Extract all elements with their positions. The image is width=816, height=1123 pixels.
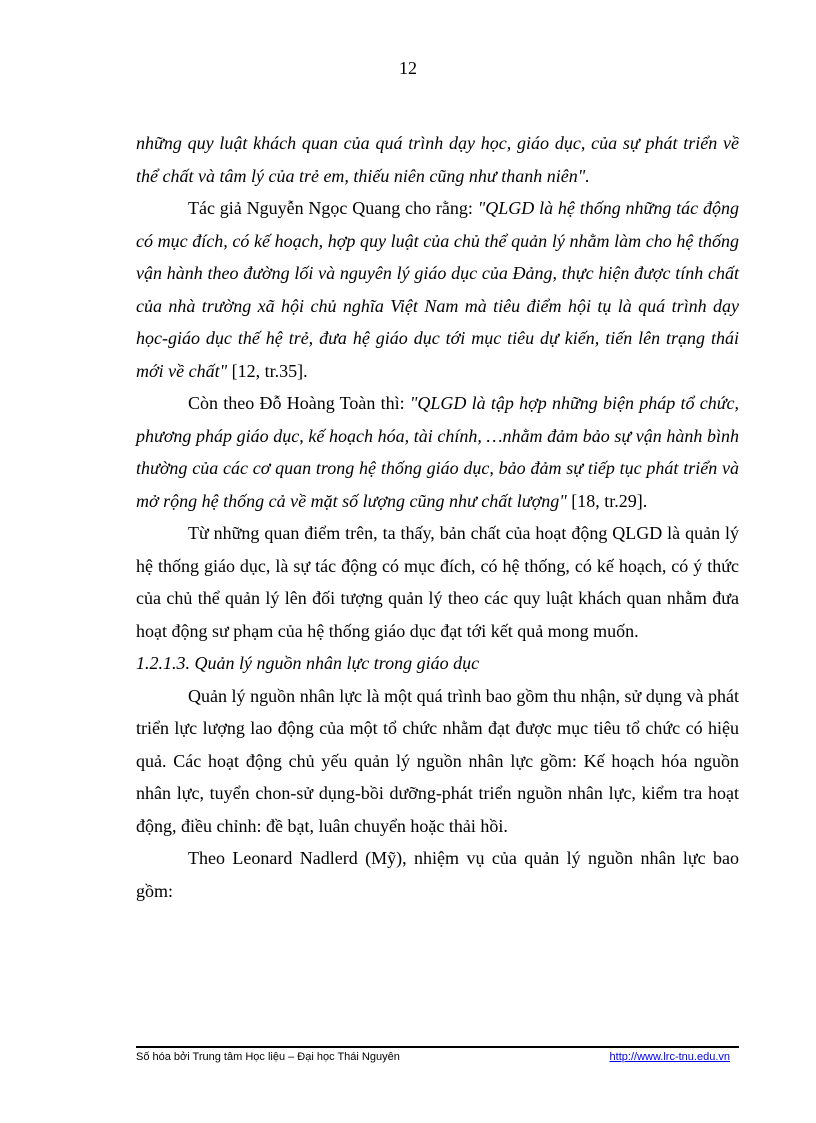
paragraph-intro-text: Tác giả Nguyễn Ngọc Quang cho rằng: [188, 198, 478, 218]
section-heading: 1.2.1.3. Quản lý nguồn nhân lực trong giáo dục [136, 653, 480, 673]
quote-text: "QLGD là tập hợp những biện pháp tổ chức, phương pháp giáo dục, kế hoạch hóa, tài chính, …nhằm đảm bảo sự vận hành bình thường của các cơ quan trong hệ thống giáo dục, bảo đảm sự tiếp tục phát triển và mở rộng hệ thống cả về mặt số lượng cũng như chất lượng" [136, 393, 740, 511]
paragraph-summary: Từ những quan điểm trên, ta thấy, bản chất của hoạt động QLGD là quản lý hệ thống giáo dục, là sự tác động có mục đích, có hệ thống, có kế hoạch, có ý thức của chủ thể quản lý lên đối tượng quản lý theo các quy luật khách quan nhằm đưa hoạt động sư phạm của hệ thống giáo dục đạt tới kết quả mong muốn. [136, 523, 739, 641]
footer-credit: Số hóa bởi Trung tâm Học liệu – Đại học Thái Nguyên [136, 1051, 400, 1063]
paragraph-intro-text: Còn theo Đỗ Hoàng Toàn thì: [188, 393, 410, 413]
page-number: 12 [399, 58, 417, 78]
paragraph-do-hoang-toan [136, 387, 739, 517]
paragraph-quote-continuation: những quy luật khách quan của quá trình dạy học, giáo dục, của sự phát triển về thể chất và tâm lý của trẻ em, thiếu niên cũng như thanh niên". [136, 133, 739, 186]
citation: [12, tr.35]. [227, 360, 308, 381]
paragraph-leonard-nadlerd: Theo Leonard Nadlerd (Mỹ), nhiệm vụ của quản lý nguồn nhân lực bao gồm: [136, 848, 739, 901]
paragraph-hr-management: Quản lý nguồn nhân lực là một quá trình bao gồm thu nhận, sử dụng và phát triển lực lượng lao động của một tổ chức nhằm đạt được mục tiêu tổ chức có hiệu quả. Các hoạt động chủ yếu quản lý nguồn nhân lực gồm: Kế hoạch hóa nguồn nhân lực, tuyển chon-sử dụng-bồi dưỡng-phát triển nguồn nhân lực, kiểm tra hoạt động, điều chỉnh: đề bạt, luân chuyển hoặc thải hồi. [136, 685, 739, 836]
paragraph-nguyen-ngoc-quang [136, 192, 739, 387]
footer-divider [136, 1046, 739, 1048]
citation: [18, tr.29]. [566, 490, 648, 511]
footer-link[interactable]: http://www.lrc-tnu.edu.vn [609, 1051, 730, 1063]
document-body [136, 127, 739, 907]
quote-text: "QLGD là hệ thống những tác động có mục đích, có kế hoạch, hợp quy luật của chủ thể quản lý nhằm làm cho hệ thống vận hành theo đường lối và nguyên lý giáo dục của Đảng, thực hiện được tính chất của nhà trường xã hội chủ nghĩa Việt Nam mà tiêu điểm hội tụ là quá trình dạy học-giáo dục thế hệ trẻ, đưa hệ giáo dục tới mục tiêu dự kiến, tiến lên trạng thái mới về chất" [136, 198, 739, 381]
